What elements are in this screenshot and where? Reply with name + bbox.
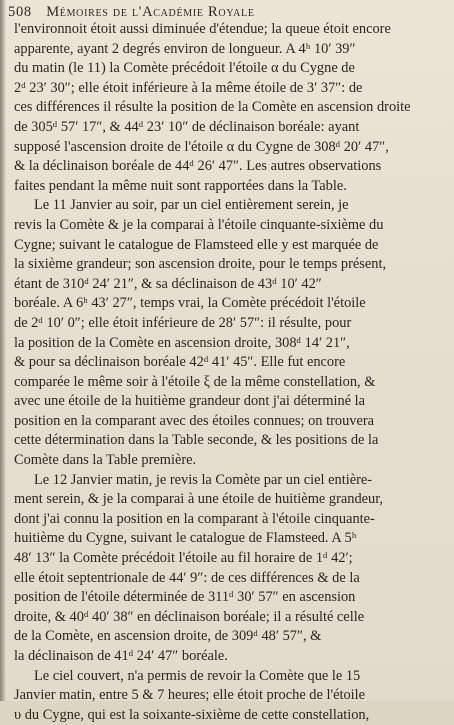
text-line: cette détermination dans la Table seconde, & les positions de la: [14, 432, 379, 449]
text-line: position de l'étoile déterminée de 311ᵈ 30′ 57″ en ascension: [14, 589, 356, 606]
text-line: avec une étoile de la huitième grandeur dont j'ai déterminé la: [14, 393, 366, 410]
page-header: [8, 2, 444, 22]
text-line: dont j'ai connu la position en la comparant à l'étoile cinquante-: [14, 510, 375, 527]
text-line: supposé l'ascension droite de l'étoile α du Cygne de 308ᵈ 20′ 47″,: [14, 138, 389, 155]
text-line: huitième du Cygne, suivant le catalogue de Flamsteed. A 5ʰ: [14, 530, 357, 547]
text-line: du matin (le 11) la Comète précédoit l'étoile α du Cygne de: [14, 60, 355, 77]
text-line: Cygne; suivant le catalogue de Flamsteed elle y est marquée de: [14, 236, 379, 253]
text-line: faites pendant la même nuit sont rapportées dans la Table.: [14, 177, 347, 194]
running-title: Mémoires de l'Académie Royale: [46, 4, 255, 20]
text-line: de la Comète, en ascension droite, de 309ᵈ 48′ 57″, &: [14, 628, 322, 645]
text-line: apparente, ayant 2 degrés environ de longueur. A 4ʰ 10′ 39″: [14, 40, 356, 57]
text-line: la position de la Comète en ascension droite, 308ᵈ 14′ 21″,: [14, 334, 350, 351]
text-line: υ du Cygne, qui est la soixante-sixième de cette constellation,: [14, 706, 370, 723]
text-line: droite, & 40ᵈ 40′ 38″ en déclinaison boréale; il a résulté celle: [14, 608, 365, 625]
text-line: boréale. A 6ʰ 43′ 27″, temps vrai, la Comète précédoit l'étoile: [14, 295, 366, 312]
text-line: 2ᵈ 23′ 30″; elle étoit inférieure à la même étoile de 3′ 37″: de: [14, 79, 363, 96]
paragraph-first-line: Le 12 Janvier matin, je revis la Comète par un ciel entière-: [34, 471, 373, 488]
text-line: étant de 310ᵈ 24′ 21″, & sa déclinaison de 43ᵈ 10′ 42″: [14, 275, 322, 292]
text-body: [14, 20, 442, 725]
page-binding-shadow: [0, 0, 6, 701]
text-line: ces différences il résulte la position de la Comète en ascension droite: [14, 99, 411, 116]
text-line: comparée le même soir à l'étoile ξ de la même constellation, &: [14, 373, 376, 390]
text-line: Janvier matin, entre 5 & 7 heures; elle étoit proche de l'étoile: [14, 687, 366, 704]
text-line: 48′ 13″ la Comète précédoit l'étoile au fil horaire de 1ᵈ 42′;: [14, 550, 353, 567]
text-line: & pour sa déclinaison boréale 42ᵈ 41′ 45″. Elle fut encore: [14, 354, 346, 371]
text-line: elle étoit septentrionale de 44′ 9″: de ces différences & de la: [14, 569, 360, 586]
text-line: revis la Comète & je la comparai à l'étoile cinquante-sixième du: [14, 216, 384, 233]
text-line: de 305ᵈ 57′ 17″, & 44ᵈ 23′ 10″ de déclinaison boréale: ayant: [14, 118, 360, 135]
text-line: de 2ᵈ 10′ 0″; elle étoit inférieure de 28′ 57″: il résulte, pour: [14, 314, 352, 331]
page-number: 508: [8, 4, 32, 20]
text-line: & la déclinaison boréale de 44ᵈ 26′ 47″. Les autres observations: [14, 158, 382, 175]
text-line: ment serein, & je la comparai à une étoile de huitième grandeur,: [14, 491, 384, 508]
paragraph-first-line: Le 11 Janvier au soir, par un ciel entièrement serein, je: [34, 197, 349, 214]
text-line: l'environnoit étoit aussi diminuée d'étendue; la queue étoit encore: [14, 21, 391, 37]
text-line: position en la comparant avec des étoiles connues; on trouvera: [14, 412, 375, 429]
text-line: la sixième grandeur; son ascension droite, pour le temps présent,: [14, 256, 387, 273]
text-line: Comète dans la Table première.: [14, 452, 197, 469]
paragraph-first-line: Le ciel couvert, n'a permis de revoir la Comète que le 15: [34, 667, 361, 684]
text-line: la déclinaison de 41ᵈ 24′ 47″ boréale.: [14, 648, 228, 664]
